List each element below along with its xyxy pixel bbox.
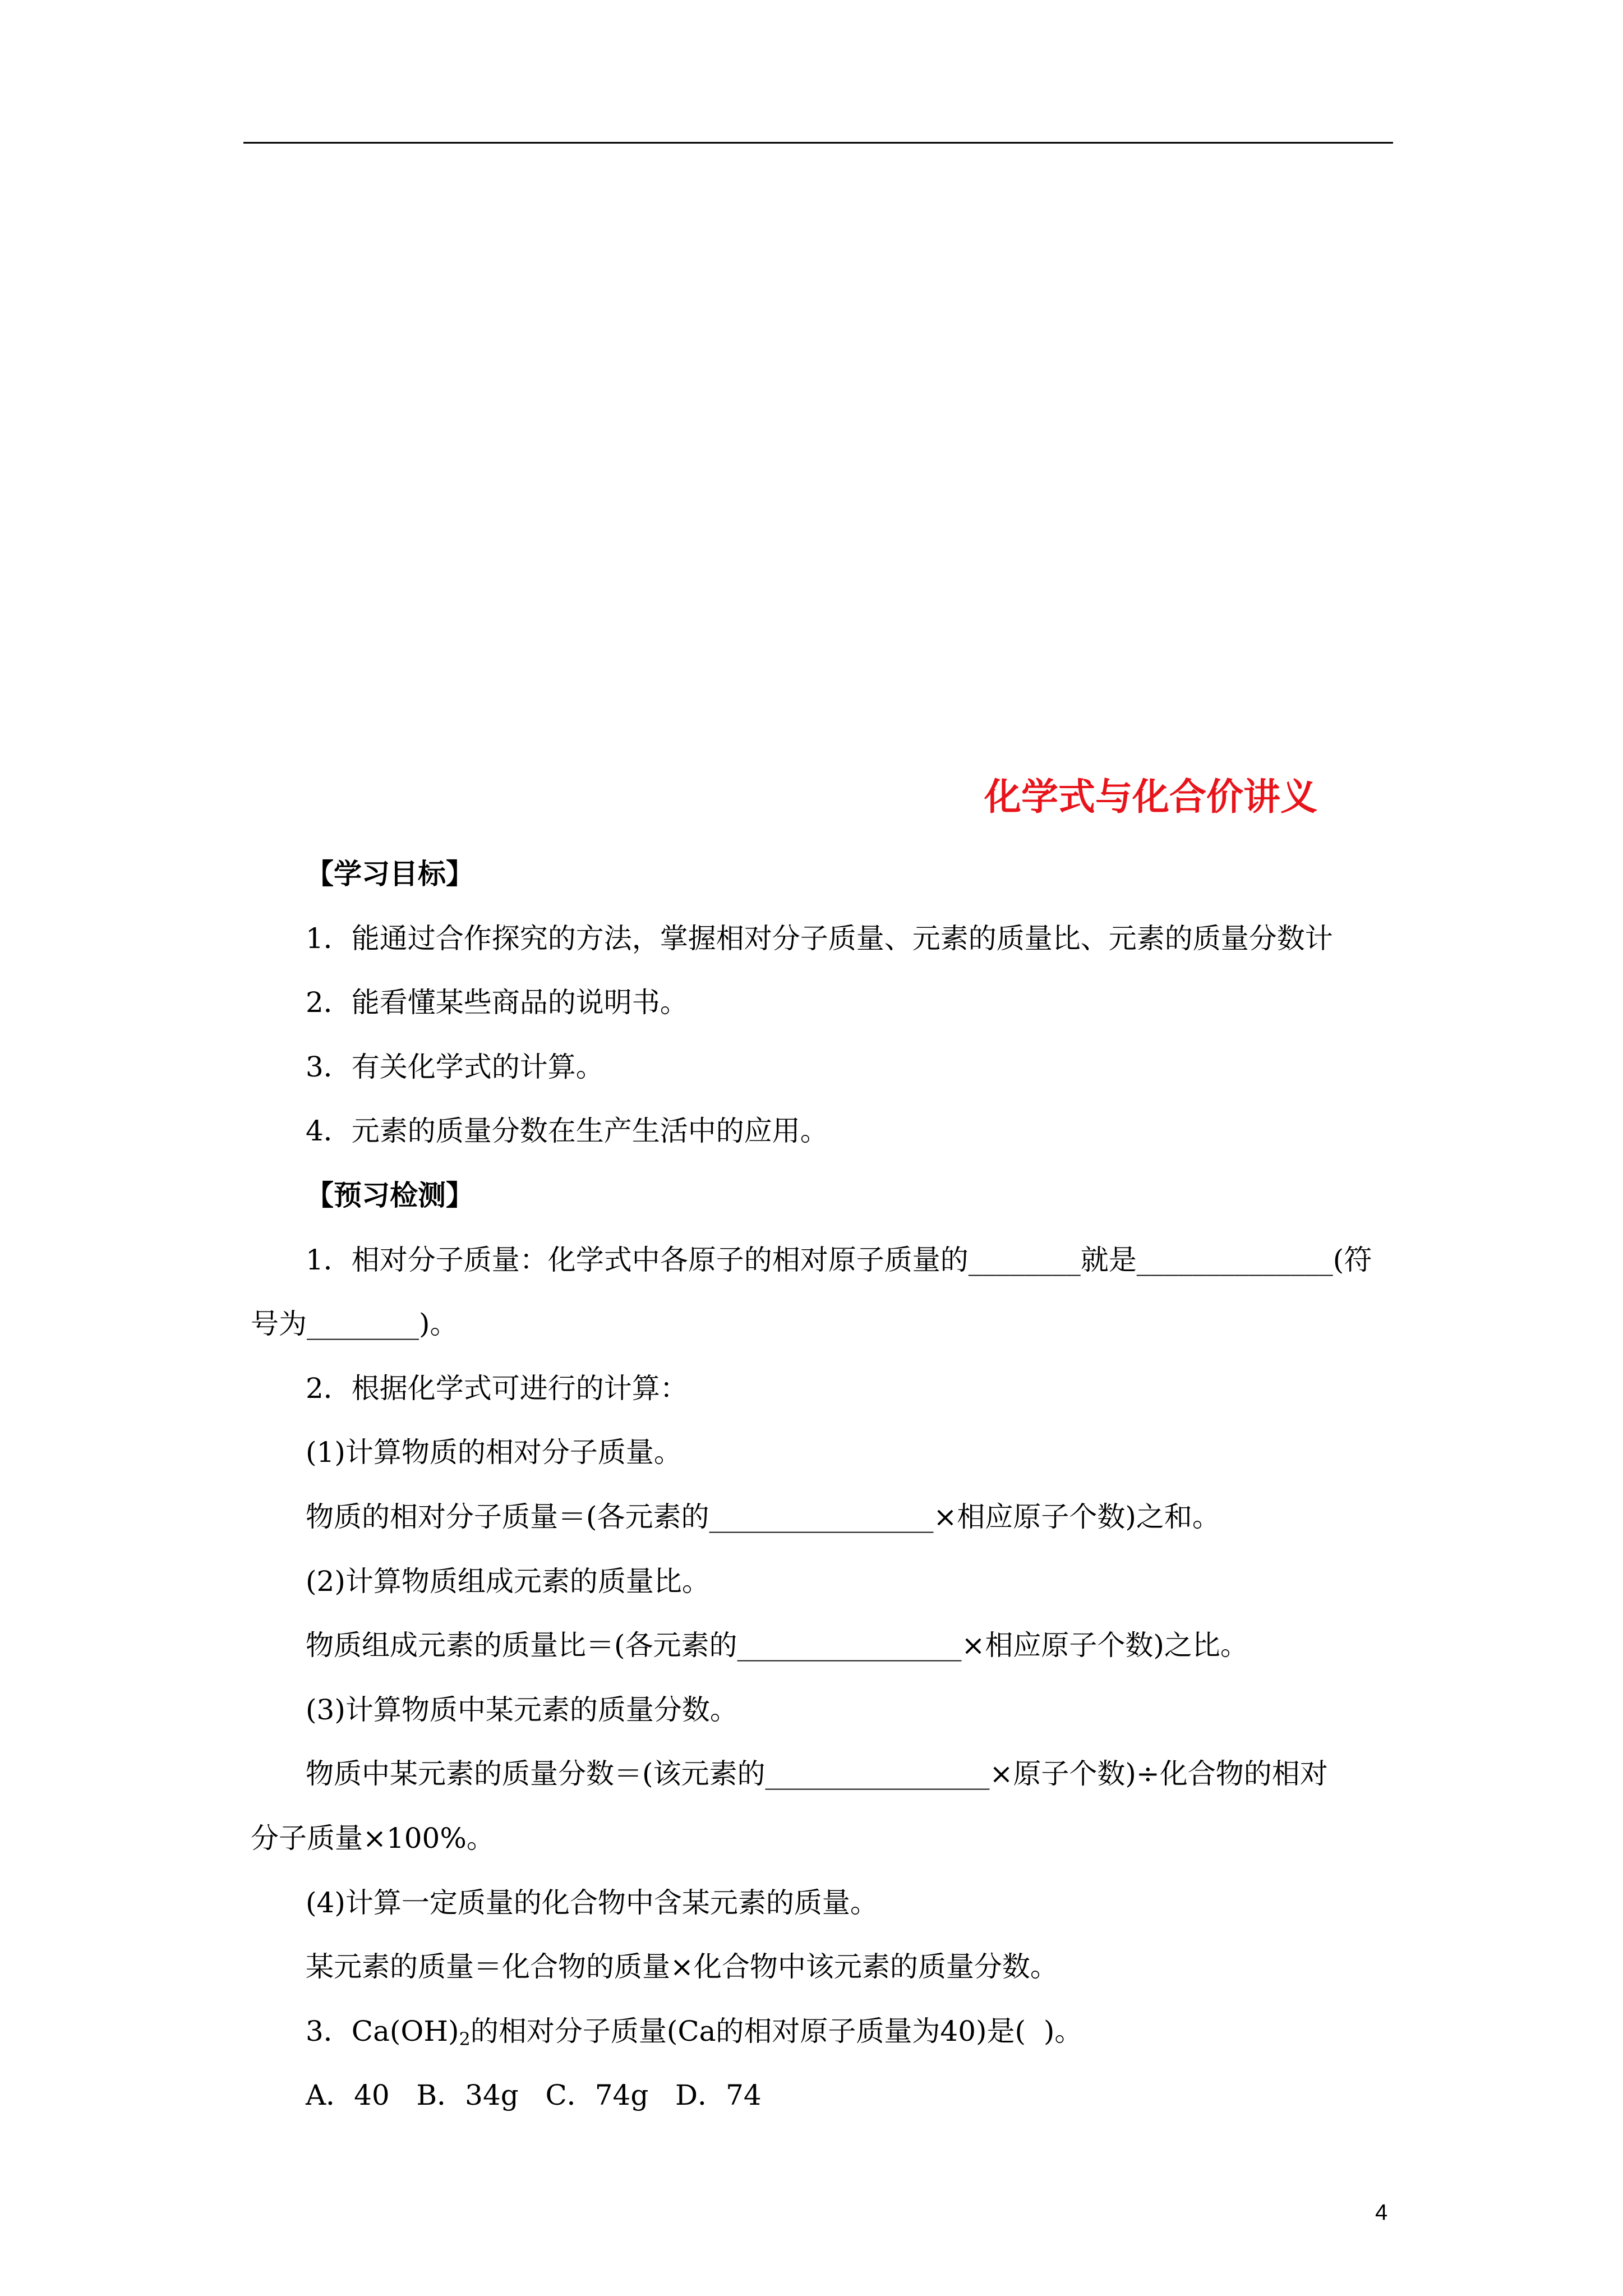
- learning-goal-item: 4．元素的质量分数在生产生活中的应用。: [306, 1115, 828, 1148]
- learning-goal-item: 2．能看懂某些商品的说明书。: [306, 986, 688, 1019]
- learning-goal-item: 1．能通过合作探究的方法，掌握相对分子质量、元素的质量比、元素的质量分数计: [306, 922, 1333, 955]
- body-line: 物质中某元素的质量分数＝(该元素的________________×原子个数)÷化合物的相对: [306, 1757, 1328, 1791]
- section-heading-preview-check: 【预习检测】: [306, 1179, 474, 1212]
- body-line: 物质的相对分子质量＝(各元素的________________×相应原子个数)之和。: [306, 1500, 1220, 1533]
- document-title: 化学式与化合价讲义: [984, 775, 1317, 818]
- body-line: (3)计算物质中某元素的质量分数。: [306, 1693, 738, 1726]
- section-heading-learning-goals: 【学习目标】: [306, 858, 474, 890]
- body-line: (1)计算物质的相对分子质量。: [306, 1436, 682, 1469]
- question-3-suffix: 的相对分子质量(Ca的相对原子质量为40)是( )。: [470, 2014, 1083, 2047]
- document-body: [251, 842, 1395, 2128]
- body-line-continuation: 分子质量×100%。: [251, 1821, 495, 1855]
- question-3-subscript: 2: [459, 2028, 471, 2050]
- body-line-continuation: 号为________)。: [251, 1308, 458, 1341]
- body-line: 1．相对分子质量：化学式中各原子的相对原子质量的________就是______________(符: [306, 1243, 1372, 1276]
- question-3-prefix: 3．Ca(OH): [306, 2014, 459, 2047]
- body-line: 物质组成元素的质量比＝(各元素的________________×相应原子个数)之比。: [306, 1629, 1248, 1662]
- body-line: (2)计算物质组成元素的质量比。: [306, 1565, 710, 1598]
- body-line: 2．根据化学式可进行的计算：: [306, 1372, 688, 1405]
- question-3-options: A．40 B．34g C．74g D．74: [306, 2079, 762, 2112]
- header-rule: [243, 142, 1393, 144]
- learning-goal-item: 3．有关化学式的计算。: [306, 1050, 604, 1083]
- body-line: 某元素的质量＝化合物的质量×化合物中该元素的质量分数。: [306, 1950, 1058, 1984]
- body-line: (4)计算一定质量的化合物中含某元素的质量。: [306, 1886, 878, 1919]
- page-number: 4: [1375, 2200, 1388, 2225]
- question-3: [251, 1999, 1395, 2064]
